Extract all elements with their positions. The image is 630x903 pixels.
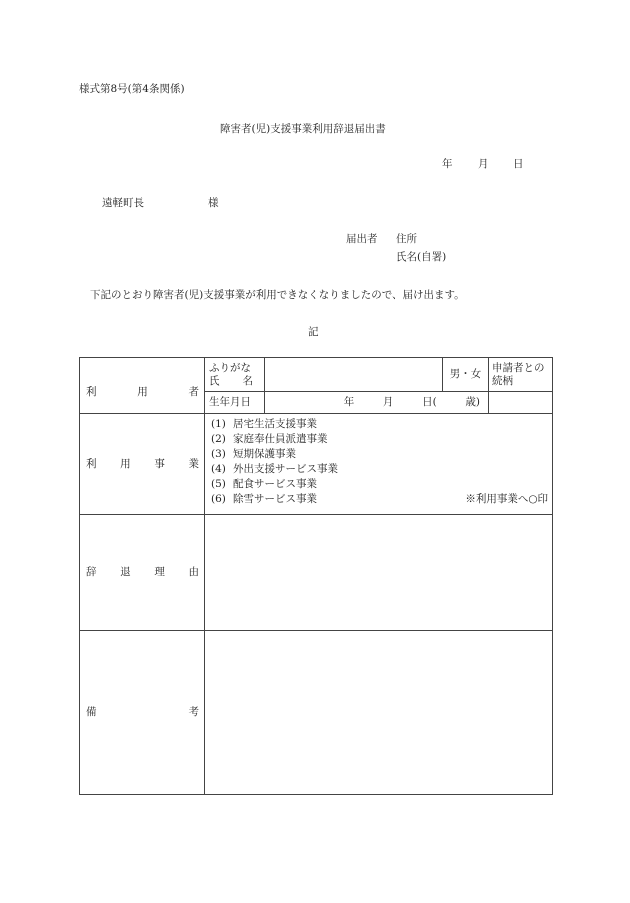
date-month: 月 — [478, 158, 489, 170]
business-item[interactable] — [211, 462, 548, 477]
business-label-char: 用 — [120, 457, 131, 470]
business-item-name: 居宅生活支援事業 — [233, 418, 317, 430]
business-item[interactable] — [211, 447, 548, 462]
business-item-name: 配食サービス事業 — [233, 478, 317, 490]
remarks-input-cell[interactable] — [205, 631, 553, 795]
remarks-label-cell — [80, 631, 205, 795]
gender-option[interactable]: 男・女 — [449, 368, 482, 380]
business-item-name: 除雪サービス事業 — [233, 493, 317, 505]
addressee-suffix: 様 — [208, 197, 219, 209]
reason-input-cell[interactable] — [205, 515, 553, 631]
business-item[interactable] — [211, 477, 548, 492]
business-item[interactable] — [211, 492, 548, 507]
reason-label-char: 辞 — [86, 566, 97, 578]
business-label-char: 業 — [188, 457, 199, 470]
business-item-number: (5) — [211, 478, 226, 490]
reason-row — [80, 515, 553, 631]
reason-label-char: 退 — [120, 566, 131, 578]
business-note: ※利用事業へ○印 — [465, 493, 548, 505]
relation-label-cell — [489, 358, 553, 392]
name-input-cell[interactable] — [265, 358, 443, 392]
remarks-row — [80, 631, 553, 795]
birth-month: 月 — [382, 396, 394, 408]
business-item[interactable] — [211, 432, 548, 447]
business-item-number: (3) — [211, 448, 226, 460]
business-label-char: 利 — [86, 457, 97, 470]
user-label-char: 者 — [188, 386, 199, 398]
business-label-cell — [80, 414, 205, 515]
business-item-number: (2) — [211, 433, 226, 445]
remarks-label-char: 備 — [86, 706, 97, 718]
birth-day: 日( — [422, 396, 437, 408]
birth-age: 歳) — [465, 396, 480, 408]
business-item-name: 短期保護事業 — [233, 448, 296, 460]
business-item-number: (4) — [211, 463, 226, 475]
furigana-label: ふりがな — [209, 361, 251, 374]
business-list-cell[interactable] — [205, 414, 553, 515]
application-table — [79, 357, 553, 795]
business-label-char: 事 — [154, 457, 165, 470]
reason-label-char: 理 — [154, 566, 165, 578]
name-label-char: 名 — [242, 374, 253, 387]
applicant-name-label: 氏名(自署) — [396, 251, 447, 263]
addressee-name: 遠軽町長 — [102, 197, 144, 209]
ki-heading: 記 — [308, 326, 319, 338]
name-label — [209, 375, 253, 388]
reason-label-char: 由 — [188, 566, 199, 578]
date-year: 年 — [442, 158, 453, 170]
business-item[interactable] — [211, 417, 548, 432]
user-label-char: 利 — [86, 386, 97, 398]
statement: 下記のとおり障害者(児)支援事業が利用できなくなりましたので、届け出ます。 — [90, 289, 465, 301]
birthdate-input-cell[interactable] — [265, 392, 489, 414]
relation-label: 申請者との続柄 — [492, 361, 545, 387]
document-title: 障害者(児)支援事業利用辞退届出書 — [220, 123, 386, 135]
name-label-cell — [205, 358, 265, 392]
gender-cell[interactable] — [443, 358, 489, 392]
user-label-char: 用 — [137, 386, 148, 398]
relation-input-cell[interactable] — [489, 392, 553, 414]
business-item-name: 家庭奉仕員派遣事業 — [233, 433, 328, 445]
business-item-number: (6) — [211, 493, 226, 505]
birthdate-label-cell — [205, 392, 265, 414]
applicant-address-label: 住所 — [396, 233, 417, 245]
business-row — [80, 414, 553, 515]
date-day: 日 — [513, 158, 524, 170]
remarks-label-char: 考 — [188, 706, 199, 718]
reason-label-cell — [80, 515, 205, 631]
birthdate-label: 生年月日 — [209, 396, 251, 408]
form-number: 様式第8号(第4条関係) — [79, 83, 185, 95]
business-item-name: 外出支援サービス事業 — [233, 463, 338, 475]
birth-year: 年 — [343, 396, 355, 408]
applicant-label: 届出者 — [346, 233, 378, 245]
business-item-number: (1) — [211, 418, 226, 430]
user-row — [80, 358, 553, 392]
user-label-cell — [80, 358, 205, 414]
name-label-char: 氏 — [209, 374, 220, 387]
